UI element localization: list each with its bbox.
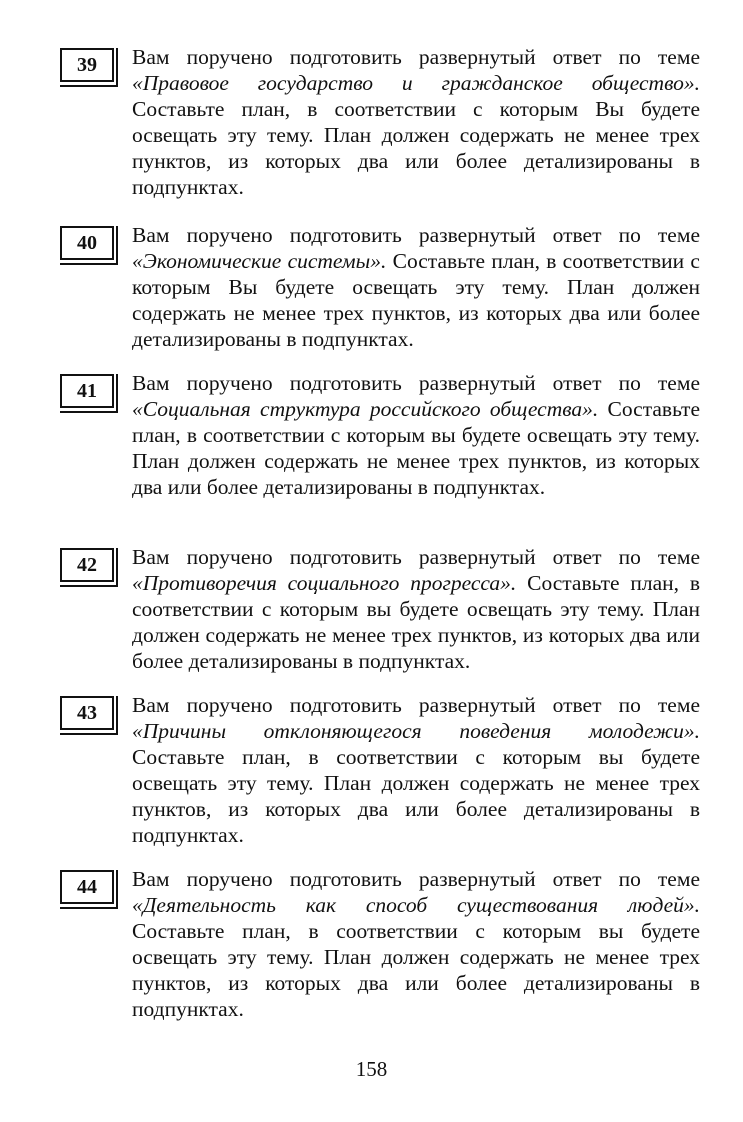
task-text: Вам поручено подготовить развернутый ответ по теме «Экономические системы». Составьте план, в соответствии с которым Вы будете освещать эту тему. План должен содержать не менее трех пунктов, из которых два или более детализированы в подпунктах. (132, 223, 700, 351)
task-topic: «Причины отклоняющегося поведения молодежи». (132, 719, 700, 743)
task-text: Вам поручено подготовить развернутый ответ по теме «Правовое государство и гражданское общество». Составьте план, в соответствии с которым Вы будете освещать эту тему. План должен содержать не менее трех пунктов, из которых два или более детализированы в подпунктах. (132, 45, 700, 199)
task-number-box: 43 (60, 696, 114, 730)
task-41 (60, 370, 700, 500)
task-42 (60, 544, 700, 674)
task-text: Вам поручено подготовить развернутый ответ по теме «Деятельность как способ существования людей». Составьте план, в соответствии с которым вы будете освещать эту тему. План должен содержать не менее трех пунктов, из которых два или более детализированы в подпунктах. (132, 867, 700, 1021)
task-number-box: 42 (60, 548, 114, 582)
task-topic: «Деятельность как способ существования людей». (132, 893, 700, 917)
task-text: Вам поручено подготовить развернутый ответ по теме «Противоречия социального прогресса». Составьте план, в соответствии с которым вы будете освещать эту тему. План должен содержать не менее трех пунктов, из которых два или более детализированы в подпунктах. (132, 545, 700, 673)
task-44 (60, 866, 700, 1022)
task-topic: «Социальная структура российского общества». (132, 397, 599, 421)
task-topic: «Противоречия социального прогресса». (132, 571, 517, 595)
task-text: Вам поручено подготовить развернутый ответ по теме «Социальная структура российского общества». Составьте план, в соответствии с которым вы будете освещать эту тему. План должен содержать не менее трех пунктов, из которых два или более детализированы в подпунктах. (132, 371, 700, 499)
task-text: Вам поручено подготовить развернутый ответ по теме «Причины отклоняющегося поведения молодежи». Составьте план, в соответствии с которым вы будете освещать эту тему. План должен содержать не менее трех пунктов, из которых два или более детализированы в подпунктах. (132, 693, 700, 847)
task-40 (60, 222, 700, 352)
task-number-box: 39 (60, 48, 114, 82)
task-43 (60, 692, 700, 848)
page-number: 158 (355, 1057, 388, 1081)
task-number-box: 41 (60, 374, 114, 408)
task-topic: «Экономические системы». (132, 249, 387, 273)
task-39 (60, 44, 700, 200)
task-number-box: 40 (60, 226, 114, 260)
task-topic: «Правовое государство и гражданское общество». (132, 71, 700, 95)
task-number-box: 44 (60, 870, 114, 904)
